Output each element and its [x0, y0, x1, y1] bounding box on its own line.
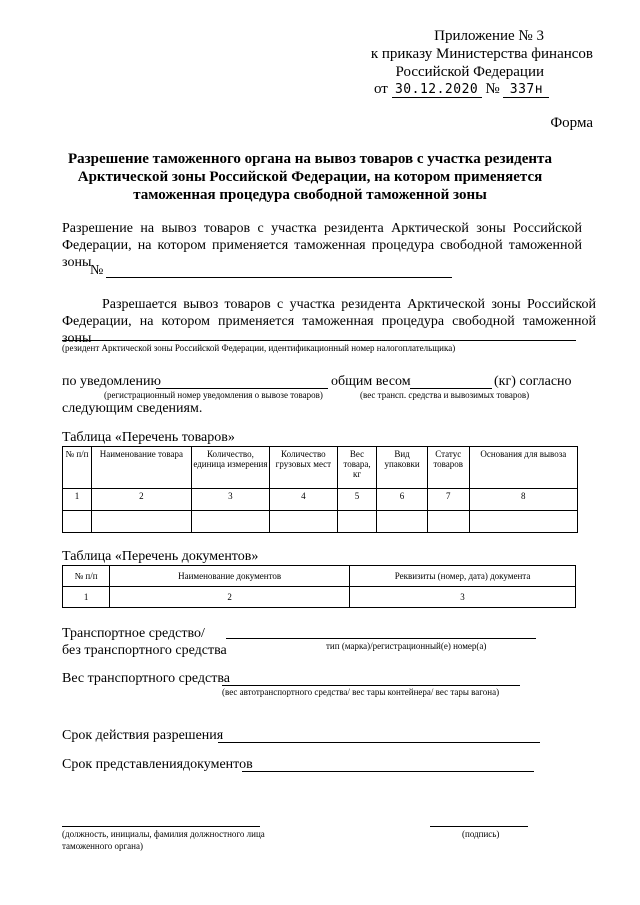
permit-number-label: № — [90, 263, 104, 278]
date-prefix: от — [374, 81, 388, 97]
docs-header-cell: Наименование документов — [110, 566, 350, 587]
docs-number-cell: 2 — [110, 587, 350, 608]
title-line-3: таможенная процедура свободной таможенной зоны — [133, 187, 487, 203]
weight-suffix: (кг) согласно — [494, 374, 572, 389]
goods-header-cell: Вес товара, кг — [337, 447, 377, 489]
official-hint-1: (должность, инициалы, фамилия должностного лица — [62, 829, 265, 839]
goods-empty-cell[interactable] — [63, 511, 92, 533]
goods-table-caption: Таблица «Перечень товаров» — [62, 430, 235, 445]
vehicle-weight-hint: (вес автотранспортного средства/ вес тары контейнера/ вес тары вагона) — [222, 687, 500, 697]
weight-mid-label: общим весом — [331, 374, 411, 389]
transport-label-1: Транспортное средство/ — [62, 626, 205, 641]
form-label: Форма — [550, 115, 593, 131]
resident-hint: (резидент Арктической зоны Российской Федерации, идентификационный номер налогоплательщика) — [62, 343, 456, 353]
title-line-1: Разрешение таможенного органа на вывоз товаров с участка резидента — [67, 151, 553, 167]
validity-field[interactable] — [218, 742, 540, 743]
goods-empty-cell[interactable] — [427, 511, 469, 533]
goods-empty-cell[interactable] — [377, 511, 427, 533]
notice-number-field[interactable] — [156, 388, 328, 389]
goods-empty-cell[interactable] — [91, 511, 191, 533]
goods-number-cell: 1 — [63, 489, 92, 511]
goods-header-cell: Основания для вывоза — [469, 447, 577, 489]
goods-header-cell: Количество, единица измерения — [191, 447, 269, 489]
docs-table — [62, 565, 576, 608]
goods-empty-cell[interactable] — [191, 511, 269, 533]
intro-text: Разрешение на вывоз товаров с участка резидента Арктической зоны Российской Федерации, на котором применяется таможенная процедура свободной таможенной зоны — [62, 221, 582, 270]
goods-number-cell: 3 — [191, 489, 269, 511]
docs-deadline-label: Срок представлениядокументов — [62, 757, 253, 772]
goods-empty-cell[interactable] — [270, 511, 338, 533]
permit-number-field[interactable] — [106, 277, 452, 278]
validity-label: Срок действия разрешения — [62, 728, 224, 743]
goods-number-cell: 4 — [270, 489, 338, 511]
goods-header-cell: Вид упаковки — [377, 447, 427, 489]
goods-number-cell: 8 — [469, 489, 577, 511]
goods-empty-cell[interactable] — [337, 511, 377, 533]
permit-text: Разрешается вывоз товаров с участка резидента Арктической зоны Российской Федерации, на котором применяется таможенная процедура свободной таможенной зоны — [62, 297, 596, 346]
official-hint-2: таможенного органа) — [62, 841, 143, 851]
docs-number-cell: 3 — [350, 587, 576, 608]
signature-field[interactable] — [430, 826, 528, 827]
title-line-2: Арктической зоны Российской Федерации, на котором применяется — [77, 169, 543, 185]
appendix-order: к приказу Министерства финансов — [370, 46, 593, 62]
number-prefix: № — [485, 81, 500, 97]
goods-number-cell: 7 — [427, 489, 469, 511]
transport-field[interactable] — [226, 638, 536, 639]
goods-number-cell: 2 — [91, 489, 191, 511]
goods-header-cell: Наименование товара — [91, 447, 191, 489]
vehicle-weight-field[interactable] — [222, 685, 520, 686]
goods-header-cell: № п/п — [63, 447, 92, 489]
transport-hint: тип (марка)/регистрационный(е) номер(а) — [326, 641, 487, 651]
notice-hint: (регистрационный номер уведомления о вывозе товаров) — [104, 390, 323, 400]
order-number: 337н — [503, 83, 549, 98]
goods-table — [62, 446, 578, 533]
signature-hint: (подпись) — [462, 829, 500, 839]
weight-hint: (вес трансп. средства и вывозимых товаров) — [360, 390, 530, 400]
notice-tail: следующим сведениям. — [62, 401, 203, 416]
docs-number-cell: 1 — [63, 587, 110, 608]
notice-prefix: по уведомлению — [62, 374, 161, 389]
goods-header-cell: Статус товаров — [427, 447, 469, 489]
resident-field[interactable] — [62, 340, 576, 341]
goods-empty-row[interactable] — [63, 511, 578, 533]
appendix-date-line — [374, 81, 549, 98]
date-value: 30.12.2020 — [392, 83, 482, 98]
official-field[interactable] — [62, 826, 260, 827]
total-weight-field[interactable] — [410, 388, 492, 389]
goods-header-cell: Количество грузовых мест — [270, 447, 338, 489]
docs-header-cell: Реквизиты (номер, дата) документа — [350, 566, 576, 587]
goods-number-cell: 6 — [377, 489, 427, 511]
goods-number-cell: 5 — [337, 489, 377, 511]
vehicle-weight-label: Вес транспортного средства — [62, 671, 230, 686]
transport-label-2: без транспортного средства — [62, 643, 227, 658]
goods-empty-cell[interactable] — [469, 511, 577, 533]
docs-header-cell: № п/п — [63, 566, 110, 587]
appendix-ministry: Российской Федерации — [395, 64, 544, 80]
appendix-title: Приложение № 3 — [434, 28, 544, 44]
docs-deadline-field[interactable] — [242, 771, 534, 772]
document-title — [40, 150, 580, 204]
docs-table-caption: Таблица «Перечень документов» — [62, 549, 259, 564]
